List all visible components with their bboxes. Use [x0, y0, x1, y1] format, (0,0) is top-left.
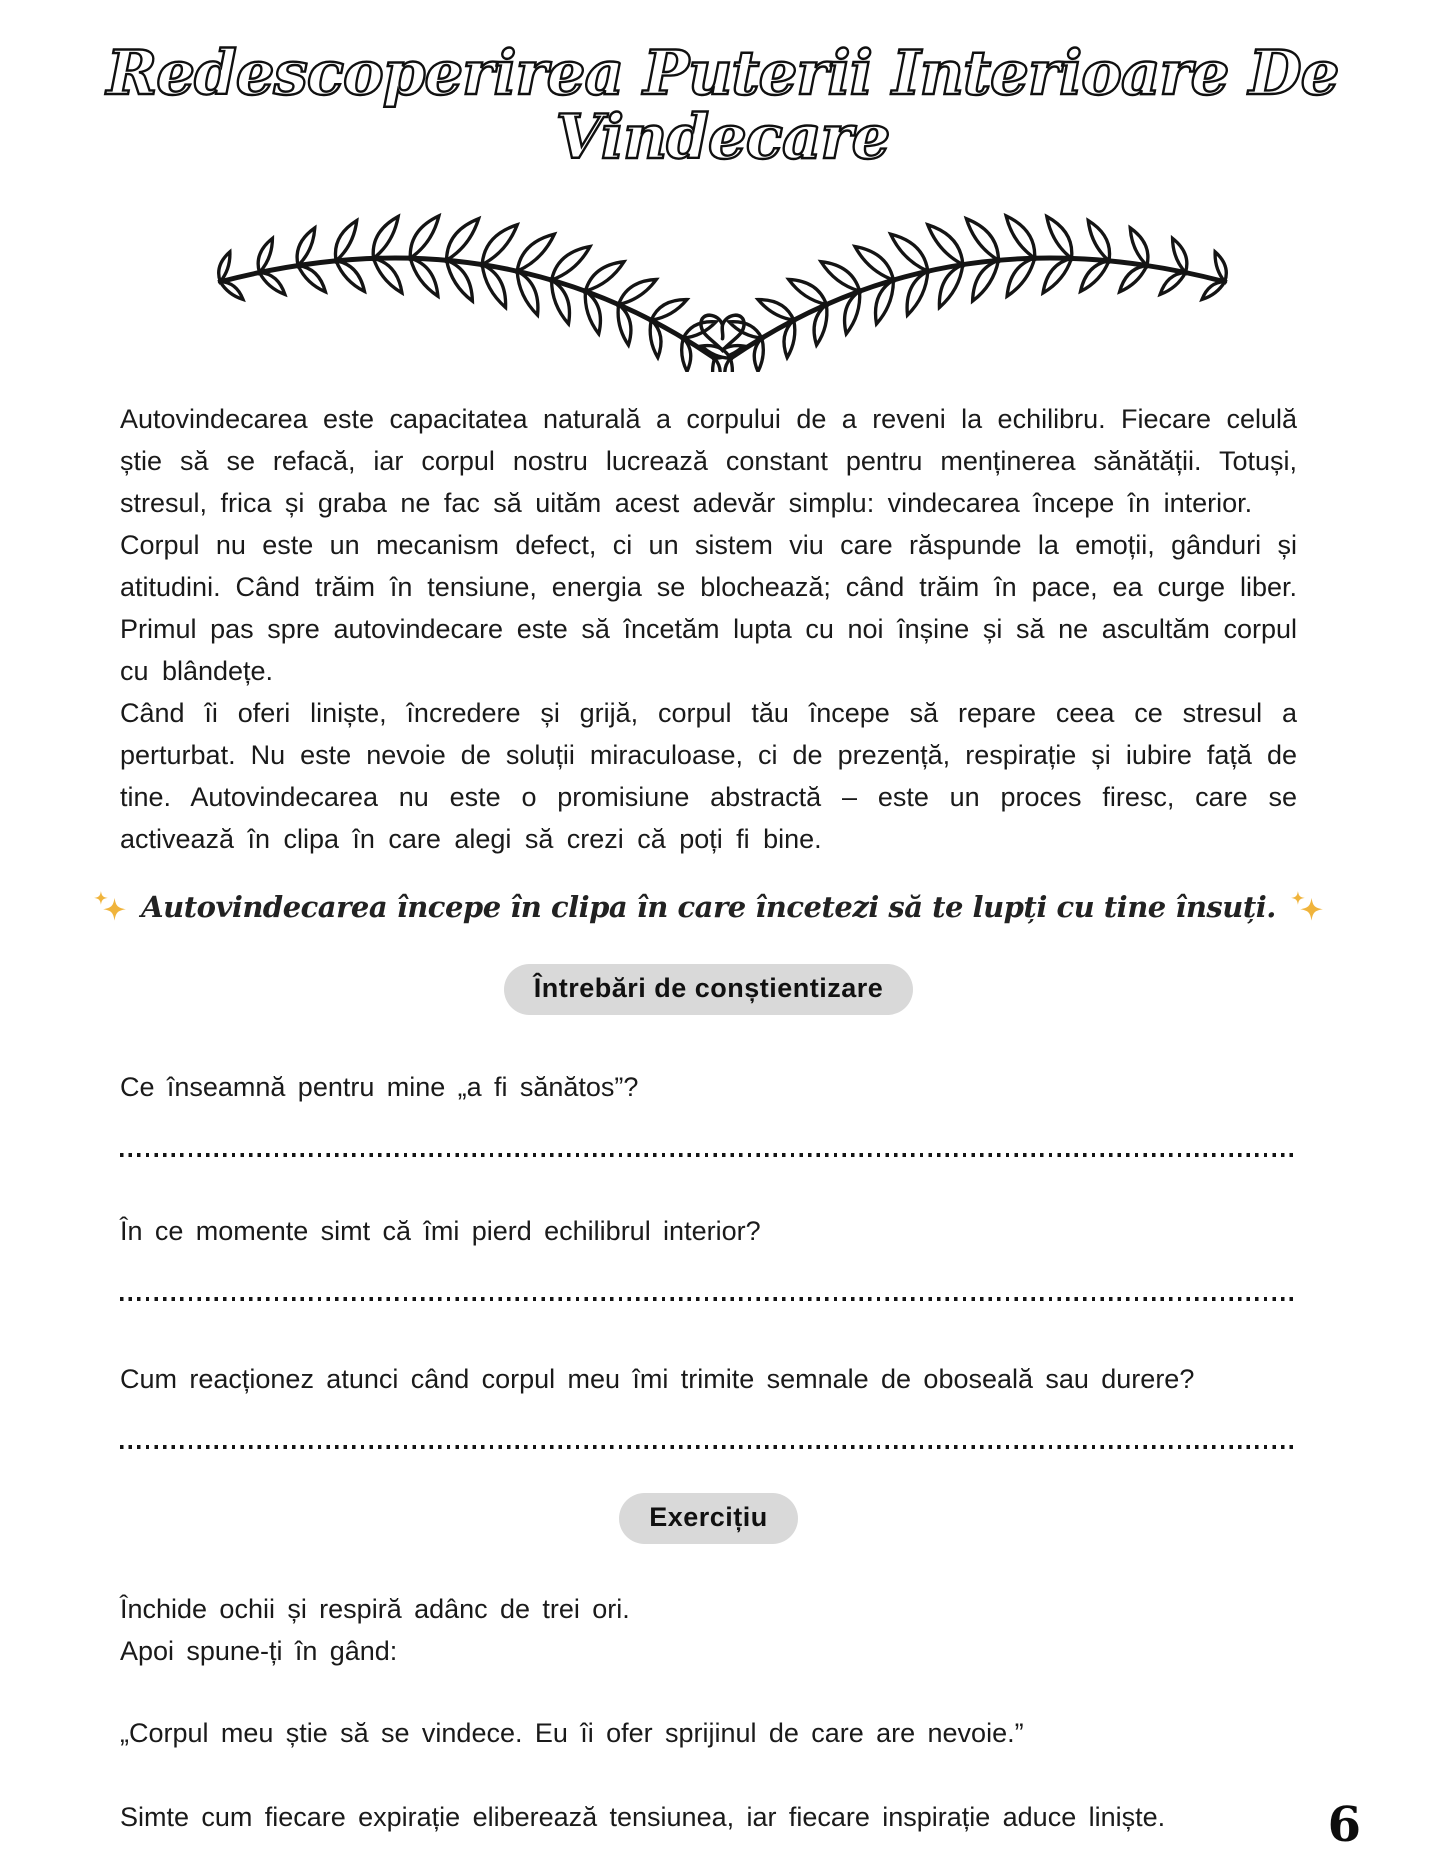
page-title	[0, 0, 1445, 173]
exercise-section-header	[120, 1493, 1297, 1544]
exercise-closing: Simte cum fiecare expirație eliberează tensiunea, iar fiecare inspirație aduce liniște.	[120, 1802, 1166, 1832]
page-number: 6	[1327, 1797, 1361, 1853]
awareness-badge: Întrebări de conștientizare	[504, 964, 914, 1015]
laurel-branches-decoration	[185, 166, 1260, 372]
page-title-line-1: Redescoperirea Puterii Interioare De	[106, 38, 1339, 109]
exercise-affirmation: „Corpul meu știe să se vindece. Eu îi ofer sprijinul de care are nevoie.”	[120, 1718, 1024, 1748]
awareness-question: Cum reacționez atunci când corpul meu îmi trimite semnale de oboseală sau durere?	[120, 1364, 1195, 1394]
intro-paragraph: Când îi oferi liniște, încredere și grijă, corpul tău începe să repare ceea ce stresul a perturbat. Nu este nevoie de soluții miraculoase, ci de prezență, respirație și iubire față de tine. Autovindecarea nu este o promisiune abstractă – este un proces firesc, care se activează în clipa în care alegi să crezi că poți fi bine.	[120, 698, 1297, 854]
awareness-question: În ce momente simt că îmi pierd echilibrul interior?	[120, 1216, 761, 1246]
page-title-line-2: Vindecare	[555, 102, 890, 173]
sparkle-icon	[93, 890, 127, 924]
intro-paragraphs	[120, 398, 1297, 860]
answer-line[interactable]	[120, 1297, 1297, 1301]
exercise-steps	[120, 1588, 1297, 1672]
sparkle-icon	[1290, 890, 1324, 924]
quote-text: Autovindecarea începe în clipa în care încetezi să te lupți cu tine însuți.	[141, 890, 1276, 924]
intro-paragraph: Corpul nu este un mecanism defect, ci un sistem viu care răspunde la emoții, gânduri și atitudini. Când trăim în tensiune, energia se blochează; când trăim în pace, ea curge liber. Primul pas spre autovindecare este să încetăm lupta cu noi înșine și să ne ascultăm corpul cu blândețe.	[120, 530, 1297, 686]
awareness-question: Ce înseamnă pentru mine „a fi sănătos”?	[120, 1072, 639, 1102]
exercise-step: Închide ochii și respiră adânc de trei ori.	[120, 1594, 630, 1624]
intro-paragraph: Autovindecarea este capacitatea naturală a corpului de a reveni la echilibru. Fiecare celulă știe să se refacă, iar corpul nostru lucrează constant pentru menținerea sănătății. Totuși, stresul, frica și graba ne fac să uităm acest adevăr simplu: vindecarea începe în interior.	[120, 404, 1297, 518]
exercise-badge: Exercițiu	[619, 1493, 798, 1544]
exercise-step: Apoi spune-ți în gând:	[120, 1636, 398, 1666]
highlight-quote	[120, 890, 1297, 924]
answer-line[interactable]	[120, 1445, 1297, 1449]
page-content	[0, 398, 1445, 1838]
awareness-section-header	[120, 964, 1297, 1015]
answer-line[interactable]	[120, 1153, 1297, 1157]
